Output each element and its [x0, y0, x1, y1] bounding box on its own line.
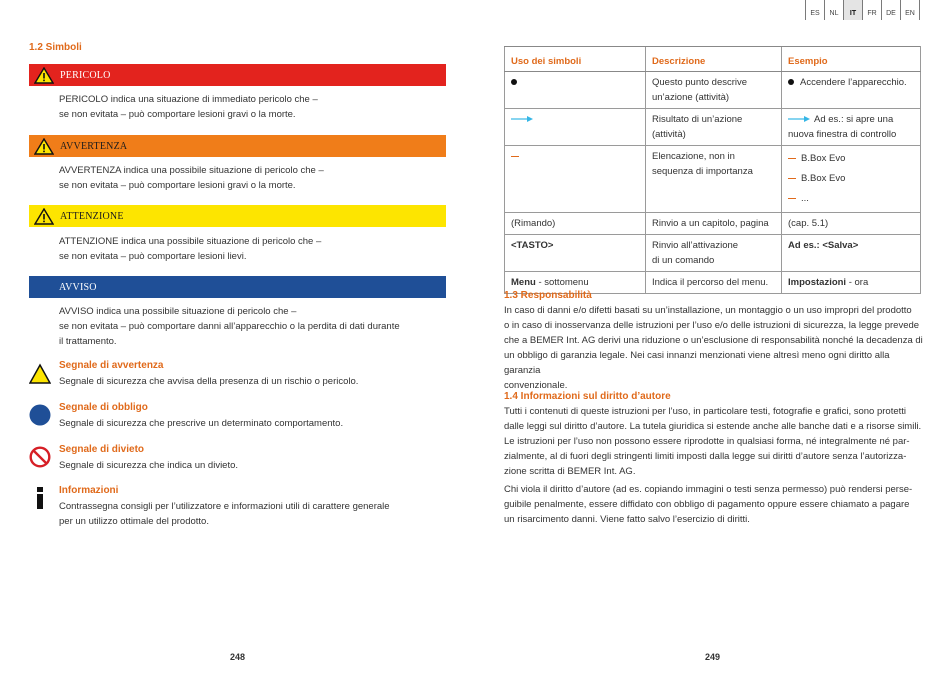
page-number-left: 248 — [230, 652, 246, 662]
table-row — [505, 213, 921, 235]
menu-bold: Menu — [511, 277, 536, 288]
notice-label: AVVISO — [59, 281, 97, 293]
list-item-text: ... — [801, 193, 809, 204]
lang-tab-en[interactable]: EN — [900, 0, 920, 20]
table-header: Uso dei simboli — [505, 47, 646, 72]
table-cell: (cap. 5.1) — [782, 213, 921, 235]
lang-tab-nl[interactable]: NL — [824, 0, 843, 20]
table-cell: Ad es.: <Salva> — [782, 235, 921, 272]
lang-tab-it[interactable]: IT — [843, 0, 862, 20]
warning-triangle-icon — [34, 138, 54, 155]
warning-triangle-icon — [34, 67, 54, 84]
table-cell — [782, 72, 921, 109]
lang-tab-de[interactable]: DE — [881, 0, 900, 20]
example-rest: - ora — [846, 277, 869, 288]
lang-tab-fr[interactable]: FR — [862, 0, 881, 20]
table-row — [505, 72, 921, 109]
sign-title-prohibition: Segnale di divieto — [59, 444, 145, 455]
table-cell: Questo punto descrive un’azione (attività) — [645, 72, 781, 109]
dash-icon — [788, 198, 796, 200]
list-item-text: B.Box Evo — [801, 173, 846, 184]
danger-bar — [29, 64, 446, 86]
caution-text: ATTENZIONE indica una possibile situazione di pericolo che – se non evitata – può comportare lesioni lievi. — [59, 236, 322, 262]
table-header-row — [505, 47, 921, 72]
table-cell — [505, 72, 646, 109]
bullet-icon — [788, 79, 794, 85]
table-cell — [782, 109, 921, 146]
prohibition-icon — [29, 446, 51, 468]
symbols-table — [504, 46, 921, 294]
bullet-icon — [511, 79, 517, 85]
list-item-text: B.Box Evo — [801, 153, 846, 164]
sign-desc-info: Contrassegna consigli per l’utilizzatore e informazioni utili di carattere generale per un utilizzo ottimale del prodotto. — [59, 501, 390, 527]
sign-title-info: Informazioni — [59, 485, 119, 496]
table-cell: Rinvio all’attivazione di un comando — [645, 235, 781, 272]
arrow-right-icon — [788, 115, 810, 123]
table-header: Esempio — [782, 47, 921, 72]
table-row — [505, 146, 921, 213]
dash-icon — [788, 178, 796, 180]
sign-title-mandatory: Segnale di obbligo — [59, 402, 148, 413]
language-tabs — [805, 0, 920, 20]
table-cell: <TASTO> — [505, 235, 646, 272]
example-bold: Impostazioni — [788, 277, 847, 288]
arrow-right-icon — [511, 115, 533, 123]
caution-label: ATTENZIONE — [60, 210, 124, 222]
table-header: Descrizione — [645, 47, 781, 72]
warning-label: AVVERTENZA — [60, 140, 128, 152]
notice-bar — [29, 276, 446, 298]
lang-tab-es[interactable]: ES — [805, 0, 824, 20]
caution-bar — [29, 205, 446, 227]
info-icon — [33, 487, 47, 509]
warning-triangle-icon — [34, 208, 54, 225]
list-item — [788, 169, 914, 189]
table-cell — [782, 272, 921, 294]
page-number-right: 249 — [705, 652, 721, 662]
notice-text: AVVISO indica una possibile situazione di pericolo che – se non evitata – può comportare danni all’apparecchio o la perdita di dati durante il trattamento. — [59, 306, 400, 347]
table-cell: Elencazione, non in sequenza di importanza — [645, 146, 781, 213]
table-row — [505, 235, 921, 272]
sign-desc-prohibition: Segnale di sicurezza che indica un divieto. — [59, 460, 239, 471]
warning-bar — [29, 135, 446, 157]
danger-label: PERICOLO — [60, 69, 111, 81]
sign-title-warning: Segnale di avvertenza — [59, 360, 164, 371]
table-cell — [505, 146, 646, 213]
warning-triangle-icon — [29, 363, 51, 385]
example-text: Accendere l’apparecchio. — [800, 77, 907, 88]
table-row — [505, 109, 921, 146]
section-title-symbols: 1.2 Simboli — [29, 42, 82, 53]
table-cell: Risultato di un’azione (attività) — [645, 109, 781, 146]
table-cell: (Rimando) — [505, 213, 646, 235]
section-title-copyright: 1.4 Informazioni sul diritto d’autore — [504, 391, 671, 402]
sign-desc-mandatory: Segnale di sicurezza che prescrive un determinato comportamento. — [59, 418, 344, 429]
blue-circle-icon — [29, 404, 51, 426]
copyright-text-1: Tutti i contenuti di queste istruzioni per l’uso, in particolare testi, fotografie e grafici, sono protetti dalle leggi sul diritto d’autore. La tutela giuridica si estende anche alle banche dati e a risorse simili. Le istruzioni per l’uso non possono essere riprodotte in qualsiasi forma, né integralmente né par- zialmente, al di fuori degli stringenti limiti imposti dalla legge sui diritti d’autore senza l’autorizza- zione scritta di BEMER Int. AG. — [504, 406, 922, 477]
section-title-responsibility: 1.3 Responsabilità — [504, 290, 592, 301]
menu-rest: - sottomenu — [535, 277, 589, 288]
sign-desc-warning: Segnale di sicurezza che avvisa della presenza di un rischio o pericolo. — [59, 376, 359, 387]
dash-icon — [511, 156, 519, 158]
table-cell: Indica il percorso del menu. — [645, 272, 781, 294]
table-cell: Rinvio a un capitolo, pagina — [645, 213, 781, 235]
danger-text: PERICOLO indica una situazione di immediato pericolo che – se non evitata – può comportare lesioni gravi o la morte. — [59, 94, 318, 120]
table-cell — [505, 109, 646, 146]
warning-text: AVVERTENZA indica una possibile situazione di pericolo che – se non evitata – può comportare lesioni gravi o la morte. — [59, 165, 324, 191]
responsibility-text: In caso di danni e/o difetti basati su un’installazione, un montaggio o un uso impropri del prodotto o in caso di inosservanza delle istruzioni per l’uso e/o delle istruzioni di sicurezza, la legge prevede che a BEMER Int. AG derivi una riduzione o un’esclusione di responsabilità nonché la decadenza di un obbligo di garanzia legale. Nei casi innanzi menzionati viene altresì meno ogni diritto alla garanzia convenzionale. — [504, 305, 923, 391]
list-item — [788, 149, 914, 169]
table-cell — [782, 146, 921, 213]
list-item — [788, 189, 914, 209]
copyright-text-2: Chi viola il diritto d’autore (ad es. copiando immagini o testi senza permesso) può rendersi perse- guibile penalmente, essere diffidato con obbligo di pagamento oppure essere chiamato a pagare un risarcimento danni. Viene fatto salvo l’esercizio di diritti. — [504, 484, 913, 525]
example-text: Ad es.: si apre una nuova finestra di controllo — [788, 114, 897, 140]
dash-icon — [788, 158, 796, 160]
